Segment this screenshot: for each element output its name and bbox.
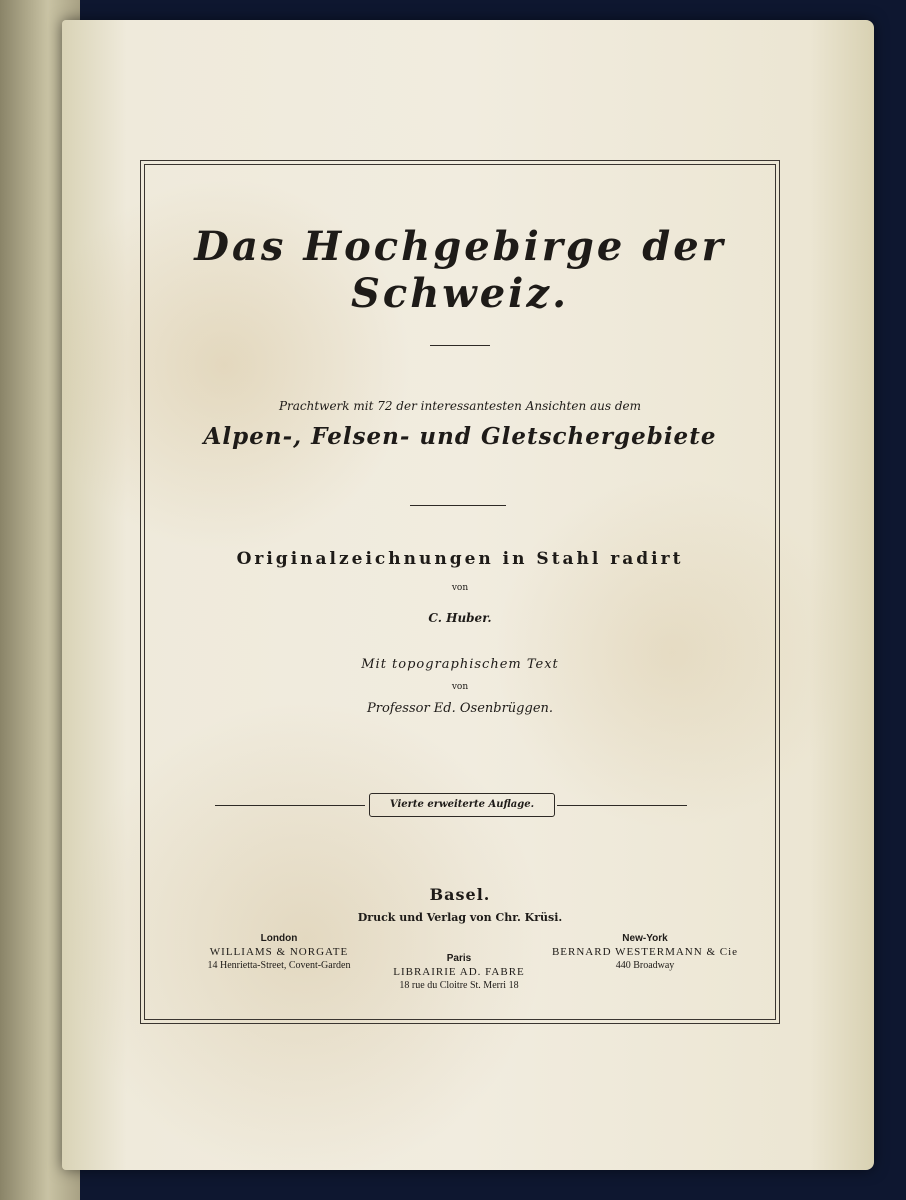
subtitle-line-1: Prachtwerk mit 72 der interessantesten Ansichten aus dem — [278, 399, 642, 413]
agent-new-york — [545, 933, 745, 971]
agent-city: London — [260, 933, 298, 944]
agent-address: 18 rue du Cloitre St. Merri 18 — [399, 980, 519, 991]
agent-name: BERNARD WESTERMANN & Cie — [551, 946, 739, 958]
agent-paris — [359, 953, 559, 991]
von-label: von — [451, 682, 469, 692]
subtitle-line-3: Originalzeichnungen in Stahl radirt — [236, 549, 684, 569]
edition-rule-left — [215, 805, 365, 806]
agent-address: 14 Henrietta-Street, Covent-Garden — [207, 960, 351, 971]
divider-rule — [410, 505, 506, 506]
text-note: Mit topographischem Text — [361, 657, 559, 672]
page-frame — [144, 164, 776, 1020]
agent-city: New-York — [622, 933, 668, 944]
book-title: Das Hochgebirge der Schweiz. — [194, 223, 726, 317]
agent-name: LIBRAIRIE AD. FABRE — [393, 966, 525, 978]
agent-city: Paris — [446, 953, 472, 964]
agent-london — [179, 933, 379, 971]
subtitle-line-2: Alpen-, Felsen- und Gletschergebiete — [203, 423, 717, 450]
publisher-line: Druck und Verlag von Chr. Krüsi. — [357, 911, 563, 924]
title-page — [62, 20, 874, 1170]
agent-name: WILLIAMS & NORGATE — [209, 946, 349, 958]
author-name: C. Huber. — [428, 611, 492, 625]
divider-rule — [430, 345, 490, 346]
edition-label: Vierte erweiterte Auflage. — [369, 793, 555, 817]
von-label: von — [451, 583, 469, 593]
edition-rule-right — [557, 805, 687, 806]
publication-city: Basel. — [429, 885, 491, 904]
agent-address: 440 Broadway — [615, 960, 675, 971]
professor-name: Professor Ed. Osenbrüggen. — [366, 701, 554, 716]
